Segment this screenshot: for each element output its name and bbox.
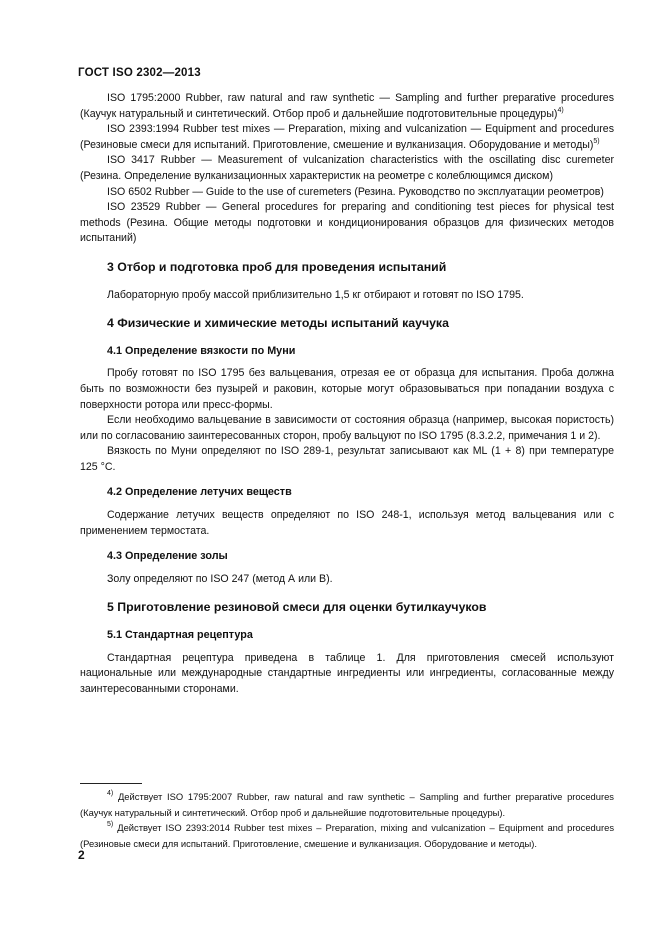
subsection-4-2-heading: 4.2 Определение летучих веществ — [107, 486, 292, 499]
section-3-paragraph: Лабораторную пробу массой приблизительно 1,5 кг отбирают и готовят по ISO 1795. — [107, 288, 524, 301]
reference-item: ISO 2393:1994 Rubber test mixes — Preparation, mixing and vulcanization — Equipment and procedures (Резиновые смеси для испытаний. Приготовление, смешение и вулканизация. Оборудование и методы)$^{5)}$ — [80, 123, 614, 151]
subsection-4-1-heading: 4.1 Определение вязкости по Муни — [107, 344, 296, 357]
section-5-heading: 5 Приготовление резиновой смеси для оценки бутилкаучуков — [107, 600, 487, 615]
main-content — [80, 91, 614, 697]
subsection-5-1-heading: 5.1 Стандартная рецептура — [107, 629, 253, 642]
paragraph: Вязкость по Муни определяют по ISO 289-1, результат записывают как ML (1 + 8) при температуре 125 °С. — [80, 445, 614, 473]
paragraph: Если необходимо вальцевание в зависимости от состояния образца (например, высокая пористость) или по согласованию заинтересованных сторон, пробу вальцуют по ISO 1795 (8.3.2.2, примечания 1 и 2). — [80, 414, 614, 442]
paragraph: Золу определяют по ISO 247 (метод А или В). — [107, 572, 333, 585]
paragraph: Стандартная рецептура приведена в таблице 1. Для приготовления смесей используют национальные или международные стандартные ингредиенты или ингредиенты, согласованные между заинтересованными сторонами. — [80, 651, 614, 695]
normative-references — [80, 91, 614, 247]
footnote-mark: 4) — [557, 106, 564, 114]
paragraph: Содержание летучих веществ определяют по ISO 248-1, используя метод вальцевания или с применением термостата. — [80, 509, 614, 537]
page-number: 2 — [78, 848, 85, 862]
subsection-4-3-heading: 4.3 Определение золы — [107, 550, 228, 563]
footnotes — [80, 789, 614, 851]
reference-item: ISO 6502 Rubber — Guide to the use of curemeters (Резина. Руководство по эксплуатации реометров) — [107, 185, 604, 198]
footnote-mark: 5) — [593, 137, 600, 145]
section-3-heading: 3 Отбор и подготовка проб для проведения испытаний — [107, 259, 447, 274]
reference-item: ISO 23529 Rubber — General procedures for preparing and conditioning test pieces for physical test methods (Резина. Общие методы подготовки и кондиционирования образцов для физических методов испытаний) — [80, 201, 614, 245]
footnote-separator — [80, 783, 142, 784]
document-header: ГОСТ ISO 2302—2013 — [78, 67, 201, 79]
footnote: $^{4)}$ Действует ISO 1795:2007 Rubber, raw natural and raw synthetic – Sampling and further preparative procedures (Каучук натуральный и синтетический. Отбор проб и дальнейшие подготовительные процедуры). — [80, 790, 614, 818]
footnote-mark: 5) — [107, 821, 114, 828]
reference-item: ISO 1795:2000 Rubber, raw natural and raw synthetic — Sampling and further preparative procedures (Каучук натуральный и синтетический. Отбор проб и дальнейшие подготовительные процедуры)$^{4)}$ — [80, 92, 614, 120]
paragraph: Пробу готовят по ISO 1795 без вальцевания, отрезая ее от образца для испытания. Проба должна быть по возможности без пузырей и раковин, которые могут образовываться при попадании воздуха с поверхности ротора или пресс-формы. — [80, 367, 614, 411]
reference-item: ISO 3417 Rubber — Measurement of vulcanization characteristics with the oscillating disc curemeter (Резина. Определение вулканизационных характеристик на реометре с колеблющимся диском) — [80, 154, 614, 182]
section-4-heading: 4 Физические и химические методы испытаний каучука — [107, 316, 449, 331]
footnote: $^{5)}$ Действует ISO 2393:2014 Rubber test mixes – Preparation, mixing and vulcanization – Equipment and procedures (Резиновые смеси для испытаний. Приготовление, смешение и вулканизация. Оборудование и методы). — [80, 821, 615, 849]
footnote-mark: 4) — [107, 790, 114, 797]
